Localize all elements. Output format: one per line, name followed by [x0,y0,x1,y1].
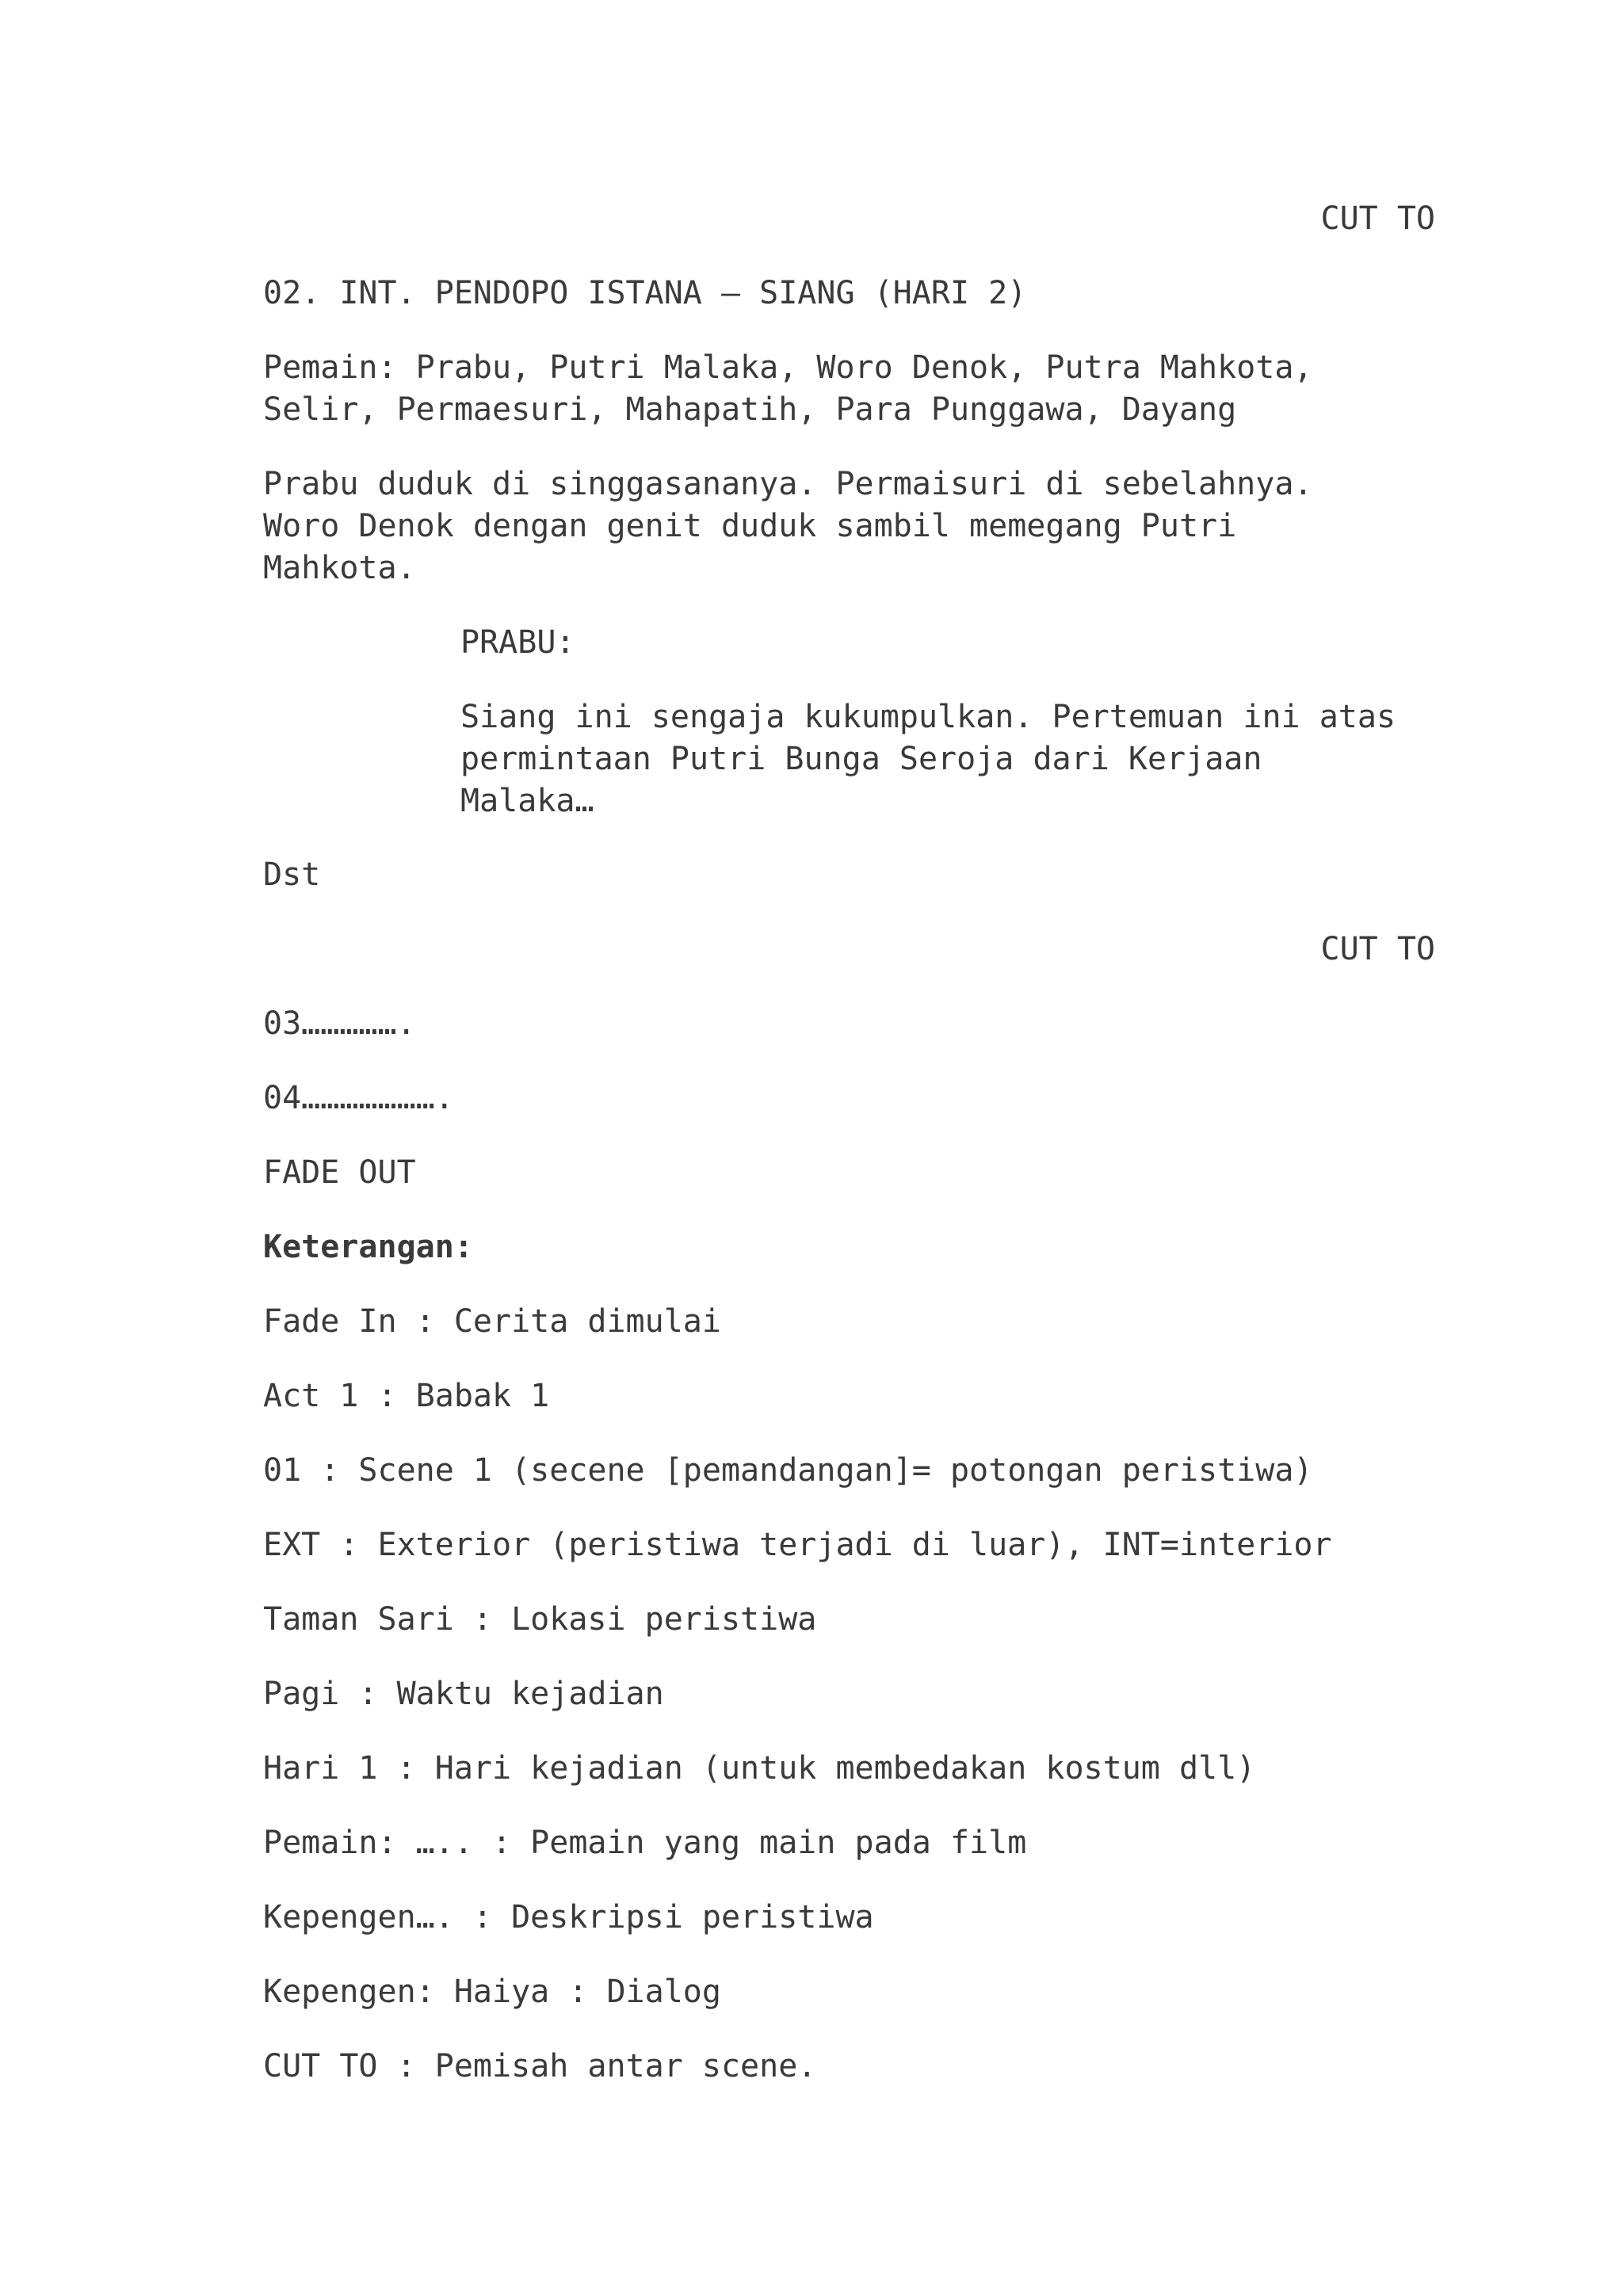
transition-cut-to: CUT TO [1320,200,1435,237]
legend-item: Kepengen…. : Deskripsi peristiwa [263,1899,874,1936]
dst-note: Dst [263,856,321,893]
transition-fade-out: FADE OUT [263,1154,416,1191]
legend-item: Pagi : Waktu kejadian [263,1676,664,1712]
legend-item: Fade In : Cerita dimulai [263,1303,721,1340]
action-line: Mahkota. [263,550,416,586]
legend-item: Kepengen: Haiya : Dialog [263,1974,721,2010]
legend-item: 01 : Scene 1 (secene [pemandangan]= potongan peristiwa) [263,1452,1313,1489]
legend-item: Act 1 : Babak 1 [263,1378,550,1414]
action-line: Prabu duduk di singgasananya. Permaisuri di sebelahnya. [263,466,1313,502]
legend-item: CUT TO : Pemisah antar scene. [263,2048,817,2084]
character-name: PRABU: [460,624,575,661]
transition-cut-to: CUT TO [1320,931,1435,967]
legend-item: Hari 1 : Hari kejadian (untuk membedakan kostum dll) [263,1750,1256,1787]
legend-item: Pemain: ….. : Pemain yang main pada film [263,1825,1027,1861]
legend-item: Taman Sari : Lokasi peristiwa [263,1601,817,1638]
cast-list-line: Selir, Permaesuri, Mahapatih, Para Punggawa, Dayang [263,391,1237,428]
dialogue-line: Malaka… [460,783,594,819]
action-line: Woro Denok dengan genit duduk sambil memegang Putri [263,508,1237,544]
dialogue-line: permintaan Putri Bunga Seroja dari Kerjaan [460,741,1262,777]
scene-placeholder: 03……………. [263,1005,416,1042]
scene-placeholder: 04…………………. [263,1080,454,1116]
cast-list-line: Pemain: Prabu, Putri Malaka, Woro Denok, Putra Mahkota, [263,349,1313,386]
legend-item: EXT : Exterior (peristiwa terjadi di luar), INT=interior [263,1527,1332,1563]
dialogue-line: Siang ini sengaja kukumpulkan. Pertemuan ini atas [460,699,1396,735]
legend-heading: Keterangan: [263,1229,473,1265]
scene-heading: 02. INT. PENDOPO ISTANA – SIANG (HARI 2) [263,275,1027,311]
